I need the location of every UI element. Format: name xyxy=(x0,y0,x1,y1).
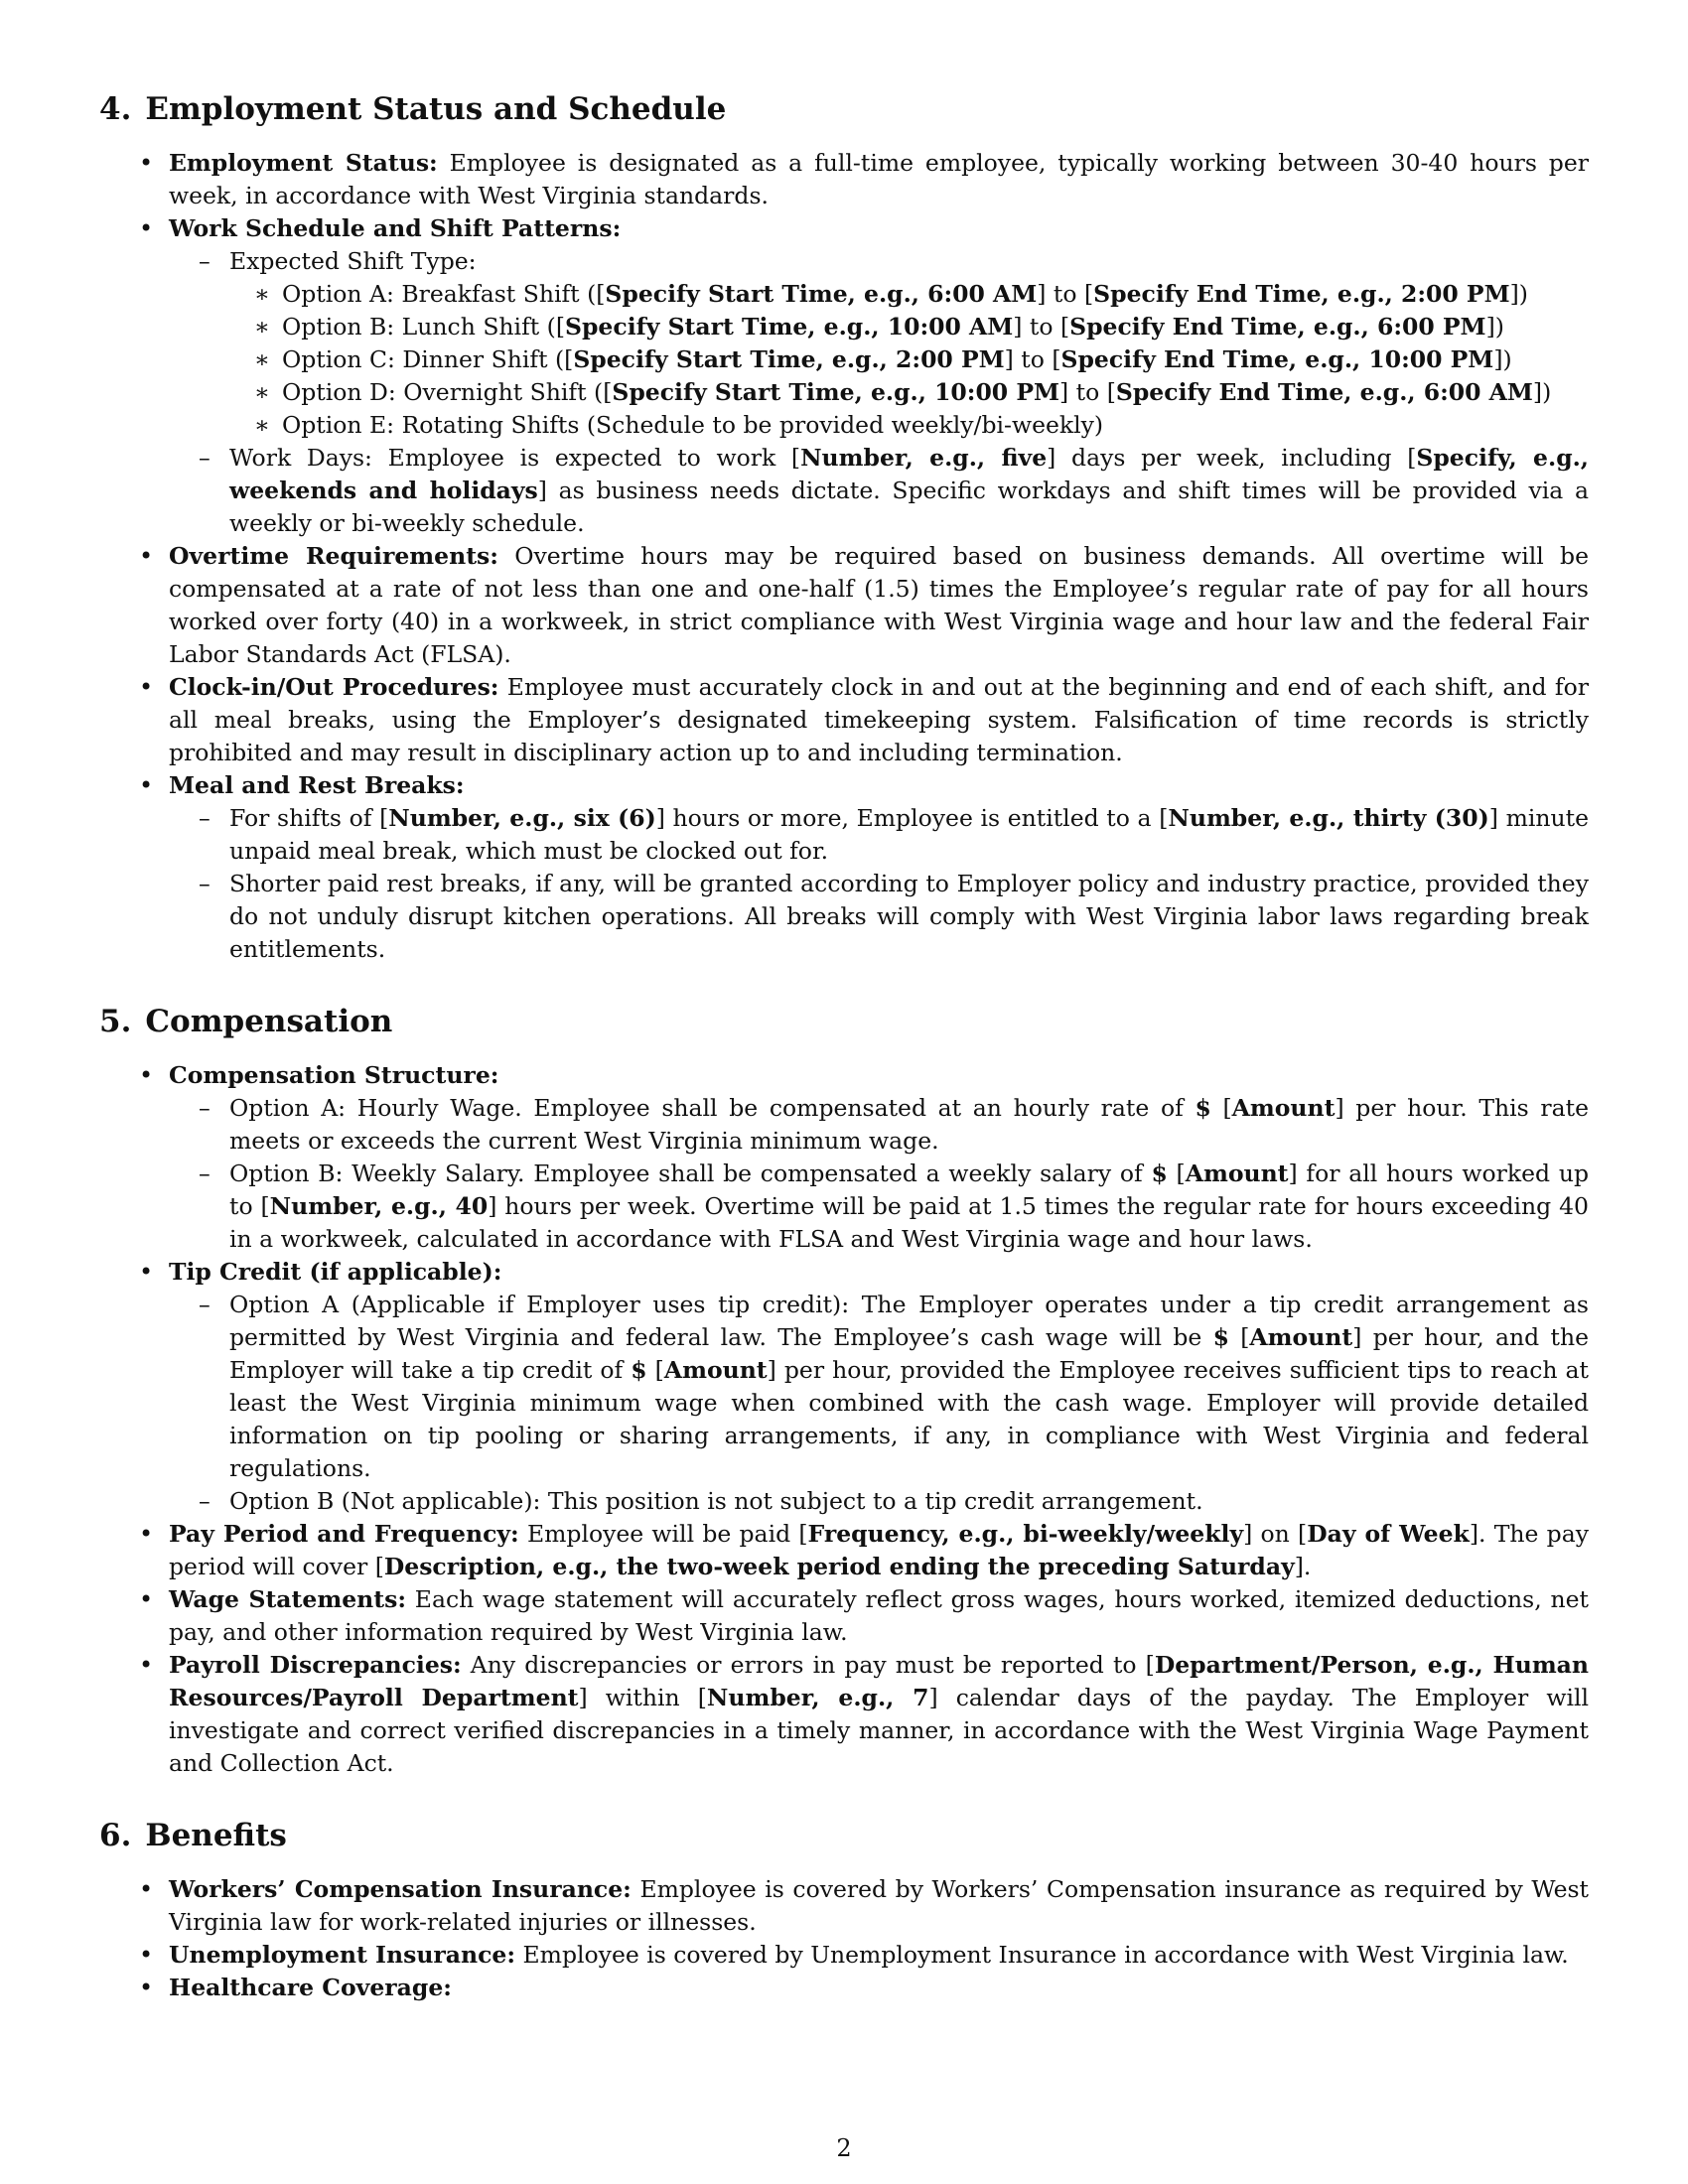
list-item: • Tip Credit (if applicable): – Option A (Applicable if Employer uses tip credit): The Employer operates under a tip credit arrangement as permitted by West Virginia and federal law. The Employee’s cash wage will be $ [Amount] per hour, and the Employer will take a tip credit of $ [Amount] per hour, provided the Employee receives sufficient tips to reach at least the West Virginia minimum wage when combined with the cash wage. Employer will provide detailed information on tip pooling or sharing arrangements, if any, in compliance with West Virginia and federal regulations. – Option B (Not applicable): This position is not subject to a tip credit arrangement. xyxy=(99,1256,1589,1518)
list-item: ∗ Option C: Dinner Shift ([Specify Start Time, e.g., 2:00 PM] to [Specify End Time, e.g., 10:00 PM]) xyxy=(229,343,1589,376)
list-item: • Work Schedule and Shift Patterns: – Expected Shift Type: ∗ Option A: Breakfast Shift ([Specify Start Time, e.g., 6:00 AM] to [Specify End Time, e.g., 2:00 PM]) ∗ Option B: Lunch Shift ([Specify Start Time, e.g., 10:00 AM] to [Specify End Time, e.g., 6:00 PM]) ∗ Option C: Dinner Shift ([Specify Start Time, e.g., 2:00 PM] to [Specify End Time, e.g., 10:00 PM]) ∗ Option D: Overnight Shift ([Specify Start Time, e.g., 10:00 PM] to [Specify End Time, e.g., 6:00 AM]) ∗ Option E: Rotating Shifts (Schedule to be provided weekly/bi-weekly) – Work Days: Employee is expected to work [Number, e.g., five] days per week, including [Specify, e.g., weekends and holidays] as business needs dictate. Specific workdays and shift times will be provided via a weekly or bi-weekly schedule. xyxy=(99,212,1589,540)
section-heading: 4. Employment Status and Schedule xyxy=(99,91,727,127)
list-item: ∗ Option D: Overnight Shift ([Specify Start Time, e.g., 10:00 PM] to [Specify End Time, e.g., 6:00 AM]) xyxy=(229,376,1589,409)
list-item: • Pay Period and Frequency: Employee will be paid [Frequency, e.g., bi-weekly/weekly] on [Day of Week]. The pay period will cover [Description, e.g., the two-week period ending the preceding Saturday]. xyxy=(99,1518,1589,1583)
list-item: – Expected Shift Type: ∗ Option A: Breakfast Shift ([Specify Start Time, e.g., 6:00 AM] to [Specify End Time, e.g., 2:00 PM]) ∗ Option B: Lunch Shift ([Specify Start Time, e.g., 10:00 AM] to [Specify End Time, e.g., 6:00 PM]) ∗ Option C: Dinner Shift ([Specify Start Time, e.g., 2:00 PM] to [Specify End Time, e.g., 10:00 PM]) ∗ Option D: Overnight Shift ([Specify Start Time, e.g., 10:00 PM] to [Specify End Time, e.g., 6:00 AM]) ∗ Option E: Rotating Shifts (Schedule to be provided weekly/bi-weekly) xyxy=(169,245,1589,442)
list-item: • Workers’ Compensation Insurance: Employee is covered by Workers’ Compensation insurance as required by West Virginia law for work-related injuries or illnesses. xyxy=(99,1873,1589,1939)
section-benefits xyxy=(99,1816,1589,2004)
section-compensation xyxy=(99,1002,1589,1780)
list-item: – Option A: Hourly Wage. Employee shall be compensated at an hourly rate of $ [Amount] per hour. This rate meets or exceeds the current West Virginia minimum wage. xyxy=(169,1092,1589,1158)
list-item: ∗ Option E: Rotating Shifts (Schedule to be provided weekly/bi-weekly) xyxy=(229,409,1589,442)
list-item: ∗ Option B: Lunch Shift ([Specify Start Time, e.g., 10:00 AM] to [Specify End Time, e.g., 6:00 PM]) xyxy=(229,311,1589,343)
list-item: • Wage Statements: Each wage statement will accurately reflect gross wages, hours worked, itemized deductions, net pay, and other information required by West Virginia law. xyxy=(99,1583,1589,1649)
section-heading: 5. Compensation xyxy=(99,1004,393,1039)
list-item: – Option B: Weekly Salary. Employee shall be compensated a weekly salary of $ [Amount] for all hours worked up to [Number, e.g., 40] hours per week. Overtime will be paid at 1.5 times the regular rate for hours exceeding 40 in a workweek, calculated in accordance with FLSA and West Virginia wage and hour laws. xyxy=(169,1158,1589,1256)
list-item: • Meal and Rest Breaks: – For shifts of [Number, e.g., six (6)] hours or more, Employee is entitled to a [Number, e.g., thirty (30)] minute unpaid meal break, which must be clocked out for. – Shorter paid rest breaks, if any, will be granted according to Employer policy and industry practice, provided they do not unduly disrupt kitchen operations. All breaks will comply with West Virginia labor laws regarding break entitlements. xyxy=(99,769,1589,966)
list-item: – For shifts of [Number, e.g., six (6)] hours or more, Employee is entitled to a [Number, e.g., thirty (30)] minute unpaid meal break, which must be clocked out for. xyxy=(169,802,1589,868)
document-page xyxy=(99,89,1589,2040)
list-item: – Shorter paid rest breaks, if any, will be granted according to Employer policy and industry practice, provided they do not unduly disrupt kitchen operations. All breaks will comply with West Virginia labor laws regarding break entitlements. xyxy=(169,868,1589,966)
list-item: – Option A (Applicable if Employer uses tip credit): The Employer operates under a tip credit arrangement as permitted by West Virginia and federal law. The Employee’s cash wage will be $ [Amount] per hour, and the Employer will take a tip credit of $ [Amount] per hour, provided the Employee receives sufficient tips to reach at least the West Virginia minimum wage when combined with the cash wage. Employer will provide detailed information on tip pooling or sharing arrangements, if any, in compliance with West Virginia and federal regulations. xyxy=(169,1289,1589,1485)
list-item: • Employment Status: Employee is designated as a full-time employee, typically working between 30-40 hours per week, in accordance with West Virginia standards. xyxy=(99,147,1589,212)
list-item: – Option B (Not applicable): This position is not subject to a tip credit arrangement. xyxy=(169,1485,1589,1518)
list-item: – Work Days: Employee is expected to work [Number, e.g., five] days per week, including [Specify, e.g., weekends and holidays] as business needs dictate. Specific workdays and shift times will be provided via a weekly or bi-weekly schedule. xyxy=(169,442,1589,540)
list-item: • Healthcare Coverage: xyxy=(99,1972,1589,2004)
list-item: • Overtime Requirements: Overtime hours may be required based on business demands. All overtime will be compensated at a rate of not less than one and one-half (1.5) times the Employee’s regular rate of pay for all hours worked over forty (40) in a workweek, in strict compliance with West Virginia wage and hour law and the federal Fair Labor Standards Act (FLSA). xyxy=(99,540,1589,671)
list-item: • Unemployment Insurance: Employee is covered by Unemployment Insurance in accordance with West Virginia law. xyxy=(99,1939,1589,1972)
list-item: • Clock-in/Out Procedures: Employee must accurately clock in and out at the beginning and end of each shift, and for all meal breaks, using the Employer’s designated timekeeping system. Falsification of time records is strictly prohibited and may result in disciplinary action up to and including termination. xyxy=(99,671,1589,769)
list-item: ∗ Option A: Breakfast Shift ([Specify Start Time, e.g., 6:00 AM] to [Specify End Time, e.g., 2:00 PM]) xyxy=(229,278,1589,311)
list-item: • Payroll Discrepancies: Any discrepancies or errors in pay must be reported to [Department/Person, e.g., Human Resources/Payroll Department] within [Number, e.g., 7] calendar days of the payday. The Employer will investigate and correct verified discrepancies in a timely manner, in accordance with the West Virginia Wage Payment and Collection Act. xyxy=(99,1649,1589,1780)
page-number: 2 xyxy=(836,2134,852,2162)
section-heading: 6. Benefits xyxy=(99,1818,287,1853)
section-employment-status xyxy=(99,89,1589,966)
list-item: • Compensation Structure: – Option A: Hourly Wage. Employee shall be compensated at an hourly rate of $ [Amount] per hour. This rate meets or exceeds the current West Virginia minimum wage. – Option B: Weekly Salary. Employee shall be compensated a weekly salary of $ [Amount] for all hours worked up to [Number, e.g., 40] hours per week. Overtime will be paid at 1.5 times the regular rate for hours exceeding 40 in a workweek, calculated in accordance with FLSA and West Virginia wage and hour laws. xyxy=(99,1059,1589,1256)
